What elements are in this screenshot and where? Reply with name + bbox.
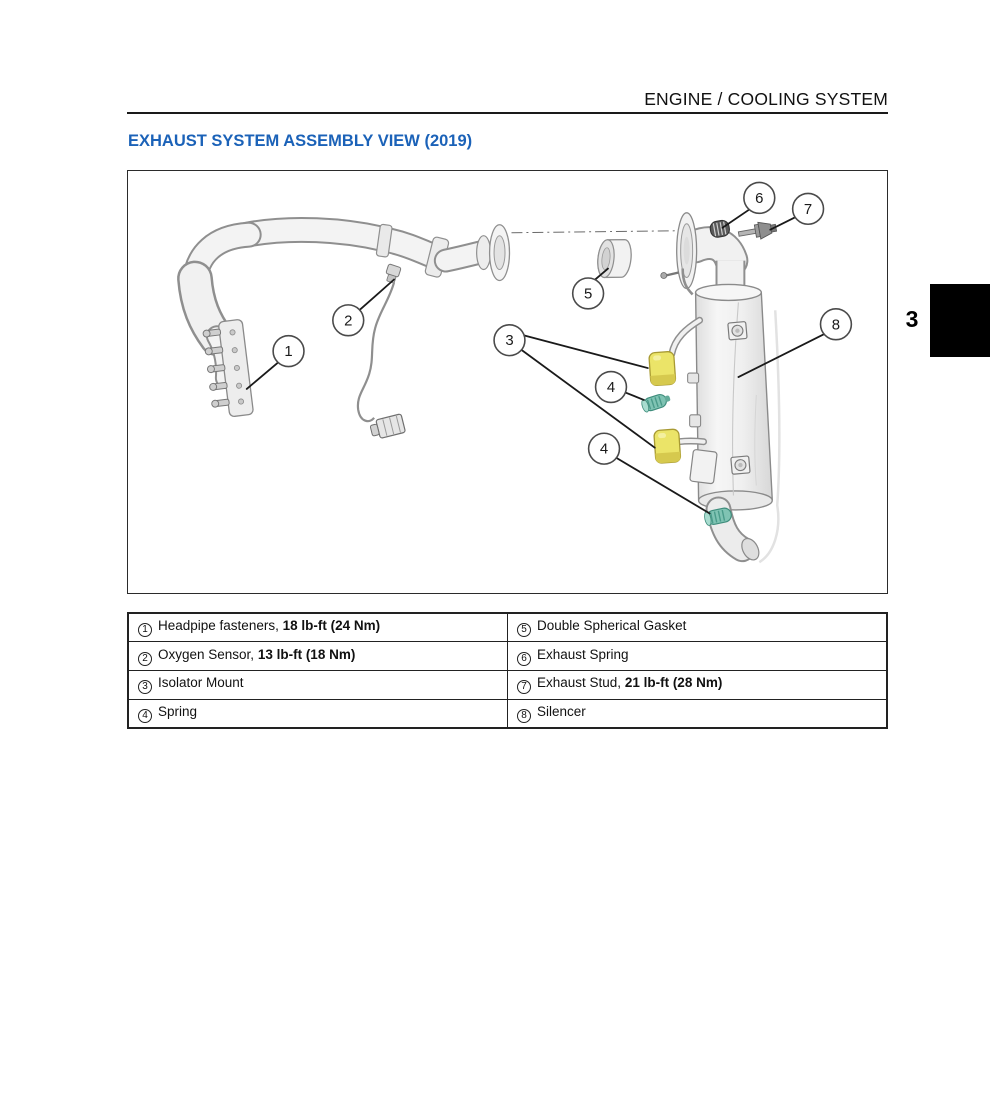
callout-label: 4: [606, 378, 616, 396]
legend-cell: [128, 613, 508, 642]
legend-cell: [128, 671, 508, 700]
item-number-badge: 4: [138, 709, 152, 723]
callout-4-lower: [589, 433, 620, 464]
legend-cell: [128, 642, 508, 671]
exhaust-stud: [737, 219, 777, 242]
item-number-badge: 7: [517, 680, 531, 694]
callout-label: 5: [583, 285, 593, 303]
item-label: Spring: [158, 704, 198, 720]
legend-cell: [508, 699, 888, 728]
clamp-plate-lower: [731, 456, 750, 474]
table-row: [128, 613, 887, 642]
callout-1: [273, 336, 304, 367]
section-title: EXHAUST SYSTEM ASSEMBLY VIEW (2019): [128, 132, 473, 150]
chapter-tab: [930, 284, 990, 357]
silencer-inlet-flange: [661, 213, 697, 295]
exhaust-diagram-figure: [127, 170, 888, 594]
callout-label: 3: [505, 332, 514, 350]
oxygen-sensor-cable: [358, 282, 394, 421]
callout-3: [494, 325, 525, 356]
callout-label: 7: [803, 200, 813, 218]
table-row: [128, 671, 887, 700]
callout-2: [333, 305, 364, 336]
callout-label: 4: [599, 440, 609, 458]
isolator-mount-lower: [654, 429, 681, 464]
table-row: [128, 699, 887, 728]
item-number-badge: 2: [138, 652, 152, 666]
oxygen-sensor-connector: [369, 414, 405, 440]
item-label: Oxygen Sensor,: [158, 646, 258, 662]
item-label: Double Spherical Gasket: [537, 618, 687, 634]
item-torque: 21 lb-ft (28 Nm): [624, 675, 723, 691]
item-label: Silencer: [537, 704, 586, 720]
callout-4-upper: [596, 372, 627, 403]
callout-7: [793, 193, 824, 224]
legend-cell: [508, 642, 888, 671]
item-number-badge: 5: [517, 623, 531, 637]
manifold-flange-plate: [202, 319, 254, 419]
item-label: Headpipe fasteners,: [158, 618, 283, 634]
header-divider: [127, 112, 888, 114]
callout-8: [821, 309, 852, 340]
item-number-badge: 3: [138, 680, 152, 694]
legend-cell: [508, 671, 888, 700]
item-label: Exhaust Spring: [537, 646, 629, 662]
table-row: [128, 642, 887, 671]
isolator-mount-upper: [649, 351, 676, 386]
item-number-badge: 8: [517, 709, 531, 723]
item-torque: 13 lb-ft (18 Nm): [257, 646, 356, 662]
exhaust-assembly-diagram: [128, 171, 887, 593]
chapter-number: 3: [905, 306, 919, 332]
item-label: Exhaust Stud,: [537, 675, 625, 691]
centerline: [511, 231, 682, 233]
callout-6: [744, 182, 775, 213]
callout-label: 1: [284, 343, 293, 361]
callout-5: [573, 278, 604, 309]
legend-cell: [508, 613, 888, 642]
legend-cell: [128, 699, 508, 728]
callout-label: 2: [344, 312, 353, 330]
item-number-badge: 1: [138, 623, 152, 637]
item-number-badge: 6: [517, 652, 531, 666]
callout-label: 6: [755, 189, 764, 207]
spring-upper: [640, 392, 671, 413]
clamp-plate-upper: [728, 322, 747, 340]
item-torque: 18 lb-ft (24 Nm): [282, 618, 381, 634]
parts-legend-table: [127, 612, 888, 729]
item-label: Isolator Mount: [158, 675, 244, 691]
page-header-title: ENGINE / COOLING SYSTEM: [644, 89, 888, 109]
callout-label: 8: [831, 316, 841, 334]
